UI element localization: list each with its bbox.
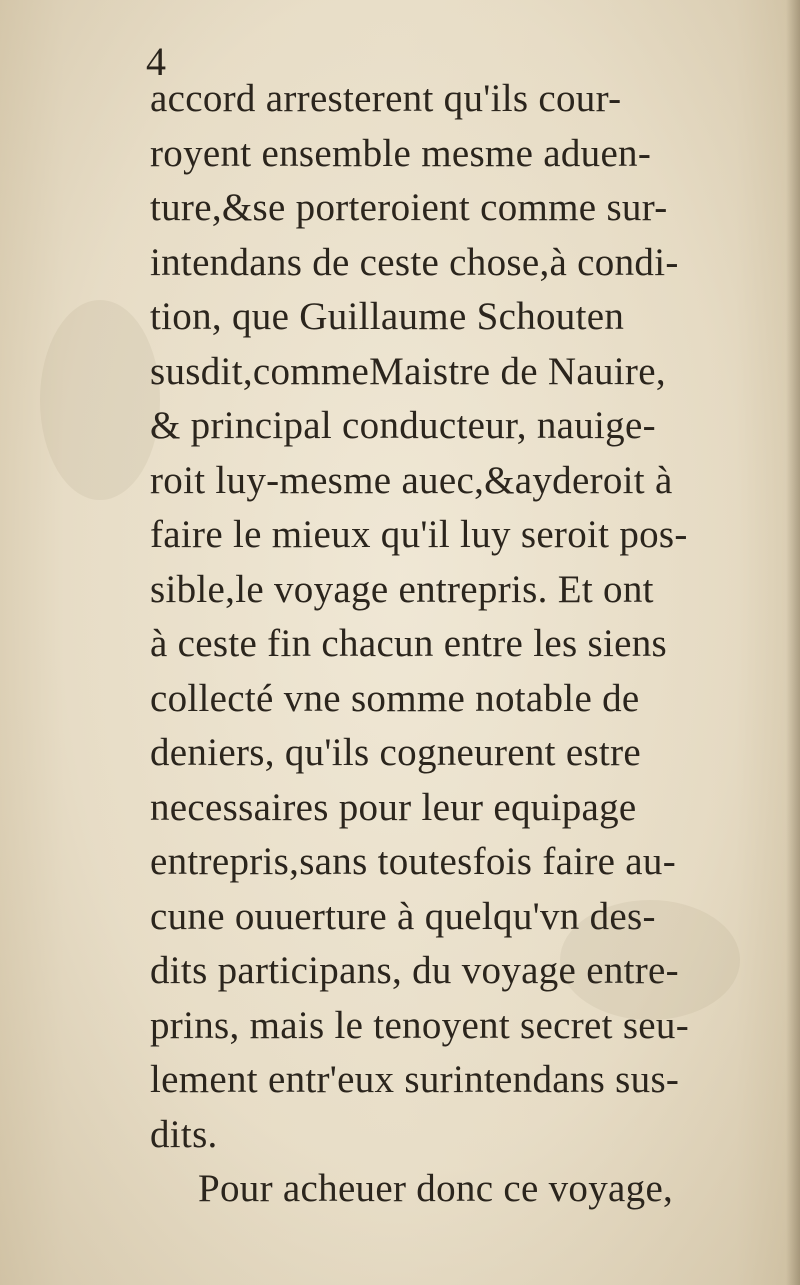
text-line: dits participans, du voyage entre-	[150, 949, 679, 992]
text-line: royent ensemble mesme aduen-	[150, 131, 652, 175]
text-line: necessaires pour leur equipage	[150, 785, 637, 829]
text-line: dits.	[150, 1112, 218, 1156]
text-line: deniers, qu'ils cogneurent estre	[150, 731, 641, 774]
text-line: accord arresterent qu'ils cour-	[150, 77, 622, 120]
text-line: faire le mieux qu'il luy seroit pos-	[150, 513, 688, 556]
text-line: roit luy-mesme auec,&ayderoit à	[150, 458, 673, 502]
text-line: cune ouuerture à quelqu'vn des-	[150, 894, 656, 938]
text-line: à ceste fin chacun entre les siens	[150, 622, 667, 665]
text-line: entrepris,sans toutesfois faire au-	[150, 840, 676, 883]
text-line: collecté vne somme notable de	[150, 676, 640, 720]
text-line: Pour acheuer donc ce voyage,	[198, 1167, 674, 1210]
text-line: ture,&se porteroient comme sur-	[150, 186, 668, 229]
text-line: & principal conducteur, nauige-	[150, 404, 656, 447]
body-text	[150, 72, 740, 1217]
text-line: sible,le voyage entrepris. Et ont	[150, 567, 654, 611]
text-line: intendans de ceste chose,à condi-	[150, 240, 679, 284]
text-line: lement entr'eux surintendans sus-	[150, 1058, 680, 1101]
page-number: 4	[146, 39, 166, 84]
text-line: prins, mais le tenoyent secret seu-	[150, 1003, 689, 1047]
paper-stain	[40, 300, 160, 500]
text-line: tion, que Guillaume Schouten	[150, 295, 625, 338]
text-line: susdit,commeMaistre de Nauire,	[150, 349, 666, 393]
page-edge-shadow	[786, 0, 800, 1285]
